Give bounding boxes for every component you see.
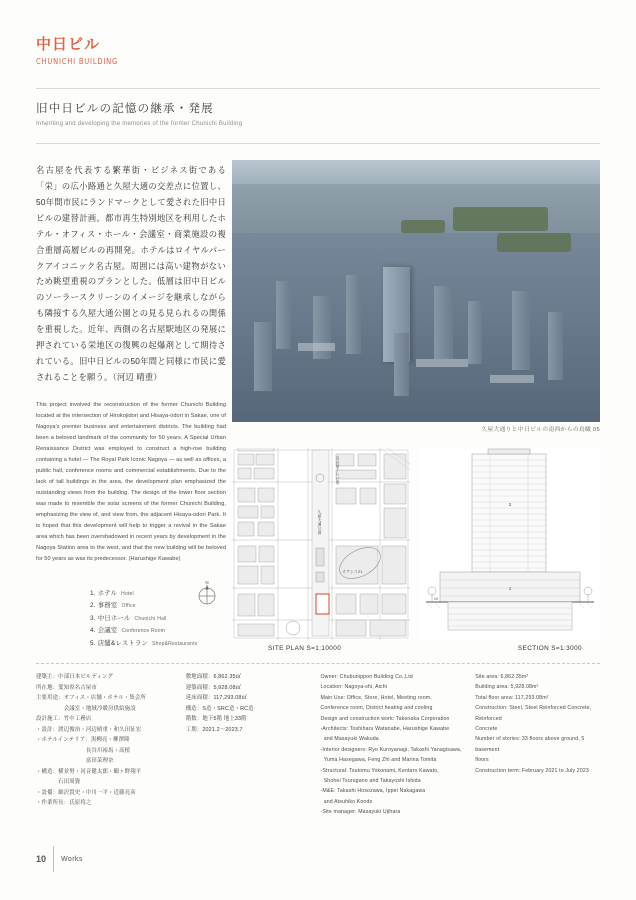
- credit-line: ・作業所長：氏原将之: [36, 800, 92, 807]
- legend-item: [90, 600, 240, 612]
- divider-headline: [36, 143, 600, 144]
- credit-line: Yuma Hasegawa, Feng Zhi and Marina Tomita: [320, 757, 437, 764]
- credit-line: 所在地：愛知県名古屋市: [36, 684, 97, 691]
- credit-line: 工期：2021.2〜2023.7: [185, 726, 243, 733]
- masthead-title-jp: 中日ビル: [36, 36, 101, 53]
- section-caption: SECTION S=1:3000: [517, 645, 582, 652]
- credit-line: Construction: Steel, Steel Reinforced Concrete, Reinforced: [475, 705, 593, 722]
- credit-line: Conference room, District heating and cooling: [320, 705, 433, 712]
- credit-line: Construction term: February 2021 to July 2023: [475, 767, 589, 774]
- article-text-column: [36, 163, 226, 565]
- legend-item-number: 4.: [90, 627, 98, 635]
- credit-line: Building area: 5,928.08m²: [475, 684, 539, 691]
- floor-legend: [90, 588, 240, 650]
- legend-item-label-en: Conference Room: [121, 628, 166, 635]
- credit-line: 富田茉理奈: [36, 758, 114, 765]
- siteplan-caption: SITE PLAN S=1:10000: [268, 645, 342, 652]
- credit-line: Main Use: Office, Store, Hotel, Meeting room,: [320, 694, 432, 701]
- site-plan-drawing: [232, 448, 410, 640]
- legend-item-label-jp: 中日ホール: [97, 614, 131, 622]
- article-body-jp: 名古屋を代表する繁華街・ビジネス街である「栄」の広小路通と久屋大通の交差点に位置し、50年間市民にランドマークとして愛された旧中日ビルの建替計画。都市再生特別地区を利用したホテル・オフィス・ホール・会議室・商業施設の複合重層高層ビルの再開発。ホテルはロイヤルパークアイコニック名古屋。周囲には高い建物がないため眺望重視のプランとした。低層は旧中日ビルのソーラースクリーンのイメージを継承しながらも隣接する久屋大通公園との見る見られるの関係を重視した。近年、西側の名古屋駅地区の発展に押されている栄地区の復興の起爆剤として期待されている。旧中日ビルの50年間と同様に市民に愛されることを願う。（河辺 晴重）: [36, 165, 226, 382]
- credit-line: -Interior designers: Ryo Kuroyanagi, Takashi Yanagisawa,: [320, 746, 462, 753]
- legend-item-label-en: Shop&Restaurants: [152, 640, 198, 647]
- legend-item-number: 3.: [90, 614, 98, 622]
- legend-item-label-jp: 事務室: [97, 602, 118, 610]
- credit-line: -Site manager: Masayuki Ujihara: [320, 809, 401, 816]
- credit-line: 会議室・地域冷暖房供給施設: [36, 705, 136, 712]
- credit-line: and Atsuhiko Kondo: [320, 798, 373, 805]
- siteplan-label-tv-tower: 名古屋テレビ塔: [336, 456, 340, 485]
- section-drawing: [418, 448, 600, 640]
- legend-item: [90, 625, 240, 637]
- credit-line: Total floor area: 117,293.08m²: [475, 694, 549, 701]
- credit-line: Design and construction work: Takenaka Corporation: [320, 715, 450, 722]
- footer-divider: [53, 846, 54, 872]
- legend-item: [90, 638, 240, 650]
- credit-line: 主要用途：オフィス・店舗・ホテル・集会所: [36, 695, 146, 702]
- headline: [36, 101, 242, 127]
- credit-line: 長谷川裕馬・高植: [36, 747, 131, 754]
- legend-item-label-en: Hotel: [121, 591, 134, 597]
- credits-column-en-specs: [475, 672, 600, 818]
- credit-line: 敷地面積：6,862.35㎡: [185, 674, 242, 680]
- legend-item-label-en: Chunichi Hall: [134, 615, 167, 622]
- legend-item-label-jp: 会議室: [97, 627, 118, 635]
- credits-block: [36, 672, 600, 818]
- legend-item: [90, 588, 240, 600]
- siteplan-label-oasis21: オアシス21: [342, 570, 363, 574]
- credit-line: Site area: 6,862.35m²: [475, 674, 529, 680]
- footer-section-label: Works: [61, 855, 83, 863]
- credit-line: 設計施工：竹中工務店: [36, 716, 92, 723]
- siteplan-label-park: 久屋大通公園: [318, 510, 322, 535]
- photo-caption: 久屋大通りと中日ビルの南西からの鳥瞰 05: [481, 427, 600, 433]
- credit-line: -Architects: Toshiharu Watanabe, Harushige Kawabe: [320, 726, 450, 733]
- svg-text:1: 1: [508, 586, 512, 591]
- aerial-photo: [232, 160, 600, 422]
- legend-item-number: 1.: [90, 590, 98, 597]
- credit-line: 構造：S造・SRC造・RC造: [185, 705, 254, 712]
- credit-line: Concrete: [475, 726, 498, 733]
- legend-item-label-en: Office: [121, 603, 136, 610]
- credit-line: ・設備：細沢貴史・中川一平・近藤亮彦: [36, 789, 136, 796]
- credits-column-jp-main: [36, 672, 186, 818]
- page-footer: [36, 846, 83, 872]
- article-body-en: This project involved the reconstruction of the former Chunichi Building located at the intersection of Hirokojidori and Hisaya-odori in Sakae, one of Nagoya's premier business and entertainment districts. The building had been a beloved landmark of the community for 50 years. A Special Urban Renaissance District was employed to construct a high-rise building containing a hotel — The Royal Park Iconic Nagoya — as well as offices, a public hall, conference rooms and commercial establishments. Due to the lack of tall buildings in the area, the development plan emphasized the outstanding views from the building. The design of the lower floor section was made to resemble the solar screens of the former Chunichi Building, emphasizing the view of, and view from, the adjacent Hisaya-odori Park. It is hoped that this development will help to trigger a revival in the Sakae area which has been overshadowed in recent years by development in the Nagoya Station area to the west, and that the new building will be beloved for 50 years as was its predecessor. (Harushige Kawabe): [36, 401, 226, 563]
- divider-top: [36, 88, 600, 89]
- credit-line: 建築面積：5,928.08㎡: [185, 684, 242, 691]
- credit-line: -Structural: Tsutomu Yokonami, Kentaro Kawato,: [320, 767, 439, 774]
- legend-item-label-jp: ホテル: [97, 590, 118, 597]
- credit-line: Location: Nagoya-shi, Aichi: [320, 684, 388, 691]
- credit-line: Number of stories: 33 floors above ground, 5 basement: [475, 736, 587, 753]
- credits-column-jp-specs: [186, 672, 321, 818]
- drawing-captions: [232, 645, 600, 652]
- legend-item-label-jp: 店舗&レストラン: [97, 639, 149, 647]
- svg-text:N: N: [205, 580, 209, 585]
- svg-text:2: 2: [508, 502, 512, 507]
- credit-line: 延床面積：117,293.08㎡: [185, 695, 248, 702]
- divider-credits: [36, 663, 600, 664]
- masthead: [36, 36, 118, 66]
- svg-text:±0: ±0: [433, 597, 439, 601]
- masthead-title-en: CHUNICHI BUILDING: [36, 57, 119, 66]
- legend-item: [90, 613, 240, 625]
- credit-line: ・設計：渡辺俊治・河辺晴重・和久田征宏: [36, 726, 142, 733]
- headline-en: Inheriting and developing the memories of the former Chunichi Building: [36, 121, 243, 128]
- credit-line: ・ホテルインテリア：黒柳亮・柳澤隆: [36, 737, 130, 744]
- credit-line: Owner: Chubunippon Building Co.,Ltd: [320, 674, 413, 680]
- credit-line: Shohei Tsurugano and Takayoshi Ishida: [320, 778, 421, 785]
- credit-line: -M&E: Takashi Hosozawa, Ippei Nakagawa: [320, 788, 426, 795]
- credits-column-en-main: [321, 672, 476, 818]
- credit-line: and Masayuki Wakuda: [320, 736, 379, 743]
- credit-line: 階数：地下5階 地上33階: [185, 716, 247, 723]
- page-number: 10: [36, 854, 47, 864]
- legend-item-number: 2.: [90, 602, 98, 610]
- legend-item-number: 5.: [90, 639, 98, 647]
- headline-jp: 旧中日ビルの記憶の継承・発展: [36, 103, 214, 115]
- credit-line: 建築主：中部日本ビルディング: [36, 674, 114, 680]
- credit-line: 石田周資: [36, 779, 81, 786]
- credit-line: floors: [475, 757, 489, 764]
- credit-line: ・構造：横並努・河音健太郎・鶴ヶ野翔平: [36, 768, 142, 775]
